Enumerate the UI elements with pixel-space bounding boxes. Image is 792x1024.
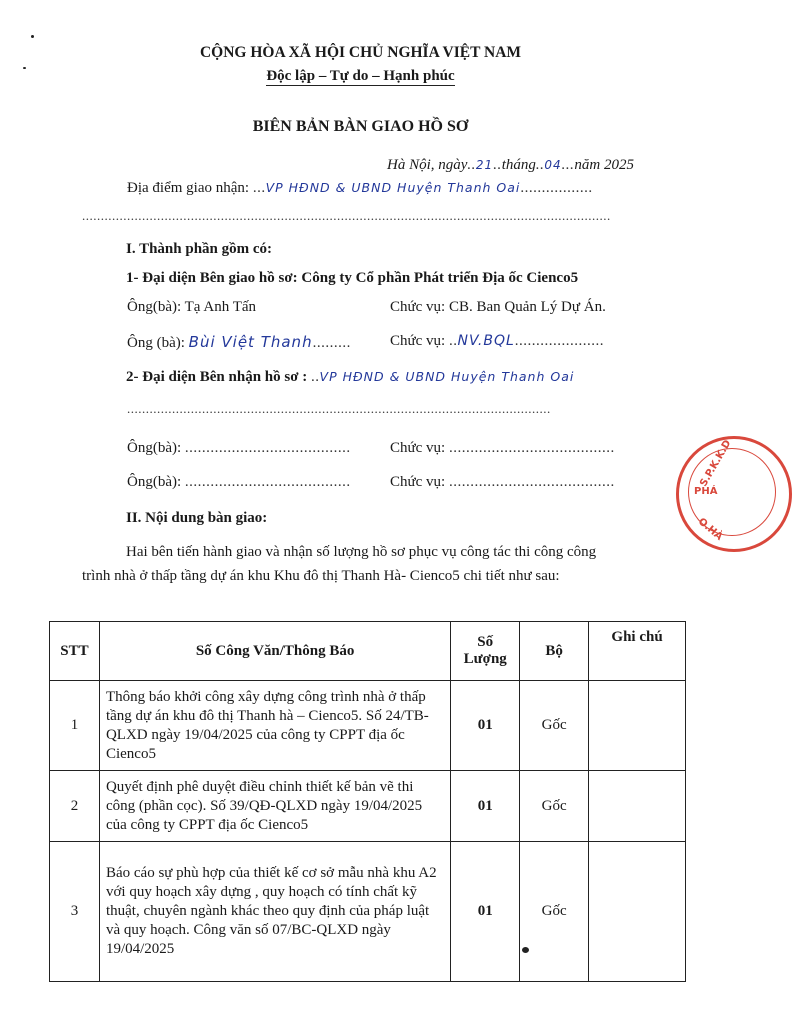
person3-row: Ông(bà): ....................................... — [127, 440, 351, 456]
person3-position-label: Chức vụ: — [390, 440, 446, 456]
row-stt: 3 — [50, 842, 100, 982]
header-quantity-line1: Số — [477, 634, 494, 650]
row-set: Gốc — [520, 771, 589, 842]
date-day: 21 — [475, 158, 494, 172]
row-set: Gốc — [520, 842, 589, 982]
person4-row: Ông(bà): ....................................... — [127, 474, 351, 490]
party2-row: 2- Đại diện Bên nhận hồ sơ : ..VP HĐND & UBND Huyện Thanh Oai — [126, 369, 575, 385]
party2-value: VP HĐND & UBND Huyện Thanh Oai — [319, 369, 575, 384]
dotted-line: ............................................................................................................................................. — [82, 208, 611, 223]
date-month: 04 — [544, 158, 562, 172]
date-prefix: Hà Nội, ngày — [387, 157, 468, 173]
scan-speck — [31, 35, 34, 38]
row-note — [589, 681, 686, 771]
stamp-text-mid: PHÁ — [694, 486, 718, 497]
scan-speck — [23, 67, 26, 69]
row-stt: 2 — [50, 771, 100, 842]
stamp-text-bottom: O.HÀ — [695, 516, 725, 543]
date-line: Hà Nội, ngày..21..tháng..04...năm 2025 — [387, 157, 634, 173]
section2-heading: II. Nội dung bàn giao: — [126, 510, 268, 526]
person2-position-label: Chức vụ: — [390, 333, 446, 349]
motto-wrapper — [0, 67, 721, 85]
location-line: Địa điểm giao nhận: ...VP HĐND & UBND Huyện Thanh Oai................. — [127, 180, 593, 196]
row-stt: 1 — [50, 681, 100, 771]
person2-name: Bùi Việt Thanh — [188, 333, 313, 351]
table-row — [50, 771, 686, 842]
row-note — [589, 771, 686, 842]
scan-speck — [522, 947, 529, 953]
table-row — [50, 681, 686, 771]
motto: Độc lập – Tự do – Hạnh phúc — [266, 68, 455, 84]
row-set: Gốc — [520, 681, 589, 771]
person2-row: Ông (bà): Bùi Việt Thanh......... — [127, 333, 351, 351]
row-note — [589, 842, 686, 982]
date-suffix: năm 2025 — [574, 157, 634, 173]
paragraph-line-2: trình nhà ở thấp tầng dự án khu Khu đô thị Thanh Hà- Cienco5 chi tiết như sau: — [82, 568, 560, 584]
row-document: Thông báo khởi công xây dựng công trình nhà ở thấp tầng dự án khu đô thị Thanh hà – Cienco5. Số 24/TB-QLXD ngày 19/04/2025 của công ty CPPT địa ốc Cienco5 — [99, 681, 450, 771]
person1-position-row — [390, 299, 606, 316]
table-row — [50, 842, 686, 982]
row-quantity: 01 — [451, 681, 520, 771]
location-value: VP HĐND & UBND Huyện Thanh Oai — [265, 180, 521, 195]
section1-heading: I. Thành phần gồm có: — [126, 241, 273, 257]
nation-heading: CỘNG HÒA XÃ HỘI CHỦ NGHĨA VIỆT NAM — [199, 44, 522, 61]
header-note: Ghi chú — [589, 622, 686, 681]
header-set: Bộ — [520, 622, 589, 681]
person1-name: Tạ Anh Tấn — [184, 299, 257, 315]
row-quantity: 01 — [451, 771, 520, 842]
person4-position-label: Chức vụ: — [390, 474, 446, 490]
header-quantity — [451, 622, 520, 681]
row-quantity: 01 — [451, 842, 520, 982]
location-label: Địa điểm giao nhận: — [127, 180, 250, 196]
row-document: Báo cáo sự phù hợp của thiết kế cơ sở mẫu nhà khu A2 với quy hoạch xây dựng , quy hoạch có tính chất kỹ thuật, chuyên ngành khác theo quy định của pháp luật và quy hoạch. Công văn số 07/BC-QLXD ngày 19/04/2025 — [99, 842, 450, 982]
party1-heading: 1- Đại diện Bên giao hồ sơ: Công ty Cổ phần Phát triển Địa ốc Cienco5 — [126, 270, 579, 286]
person4-position-row: Chức vụ: ....................................... — [390, 474, 615, 490]
person3-label: Ông(bà): — [127, 440, 182, 456]
paragraph-line-1: Hai bên tiến hành giao và nhận số lượng hồ sơ phục vụ công tác thi công công — [126, 544, 597, 560]
party2-heading: 2- Đại diện Bên nhận hồ sơ : — [126, 369, 308, 385]
document-title: BIÊN BẢN BÀN GIAO HỒ SƠ — [252, 118, 469, 135]
person4-label: Ông(bà): — [127, 474, 182, 490]
person1-position: CB. Ban Quản Lý Dự Án. — [448, 299, 606, 315]
header-quantity-line2: Lượng — [463, 651, 507, 667]
dotted-line: ................................................................................................................. — [127, 401, 551, 416]
person1-label: Ông(bà): — [127, 299, 182, 315]
header-document: Số Công Văn/Thông Báo — [99, 622, 450, 681]
person1-position-label: Chức vụ: — [390, 299, 446, 315]
person2-label: Ông (bà): — [127, 335, 185, 351]
stamp-text-top: S.P.K.K.D — [698, 438, 734, 489]
handover-table — [49, 621, 686, 982]
person1-row — [127, 299, 256, 316]
person2-position-row: Chức vụ: ..NV.BQL..................... — [390, 333, 605, 349]
table-header-row — [50, 622, 686, 681]
person2-position: NV.BQL — [457, 333, 515, 349]
person3-position-row: Chức vụ: ....................................... — [390, 440, 615, 456]
row-document: Quyết định phê duyệt điều chỉnh thiết kế bản vẽ thi công (phần cọc). Số 39/QĐ-QLXD ngày 19/04/2025 của công ty CPPT địa ốc Cienco5 — [99, 771, 450, 842]
date-mid: tháng — [501, 157, 536, 173]
header-stt: STT — [50, 622, 100, 681]
